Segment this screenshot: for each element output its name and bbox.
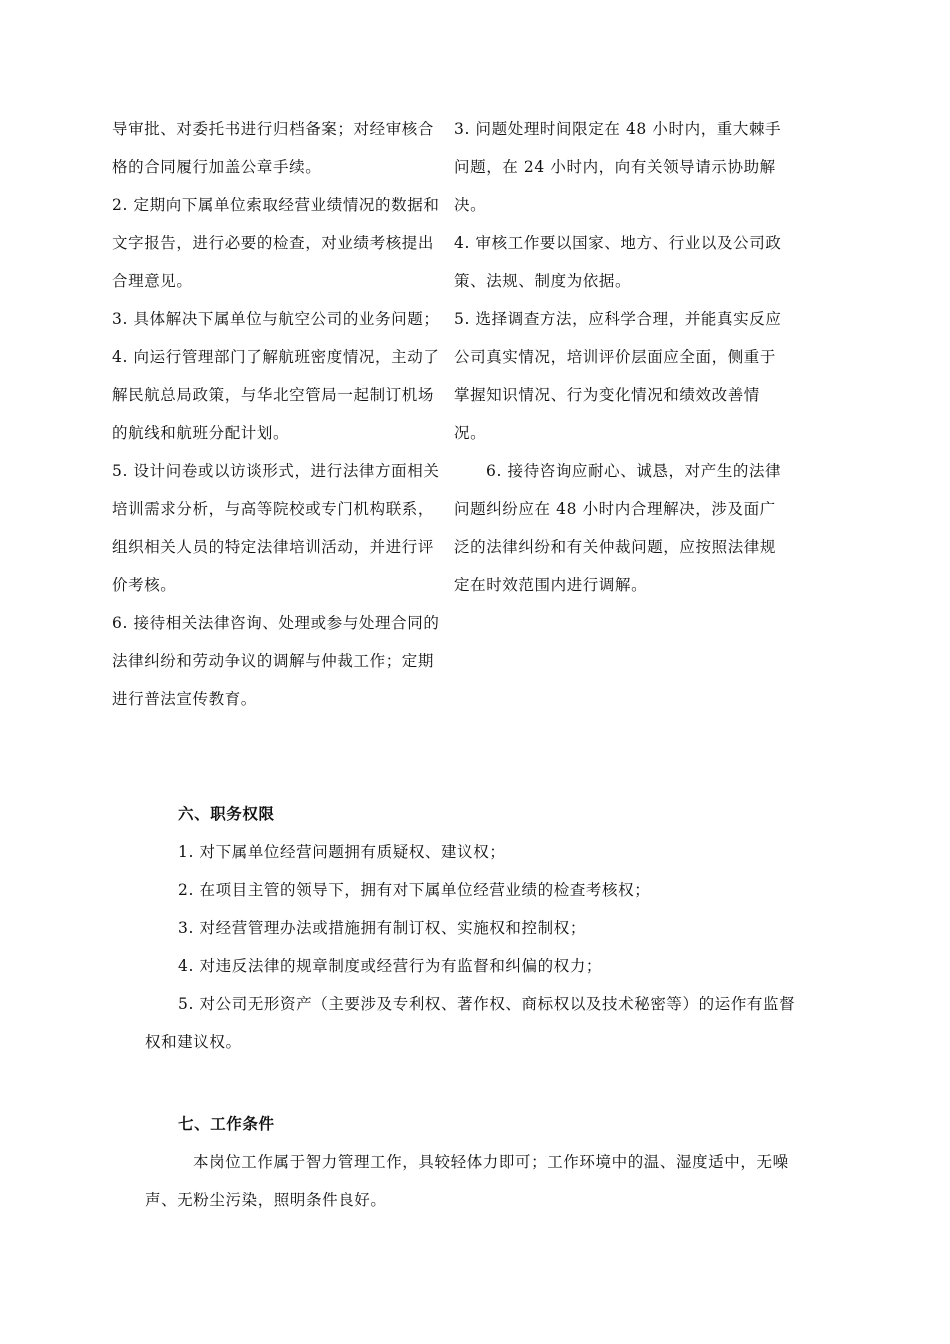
section7-body: 本岗位工作属于智力管理工作，具较轻体力即可；工作环境中的温、湿度适中，无噪声、无粉尘污染，照明条件良好。	[145, 1153, 789, 1209]
section6-item-4: 4. 对违反法律的规章制度或经营行为有监督和纠偏的权力；	[178, 957, 603, 975]
section-work-conditions	[145, 1105, 810, 1219]
right-paragraph-1: 4. 审核工作要以国家、地方、行业以及公司政策、法规、制度为依据。	[454, 234, 782, 290]
section-job-authority	[145, 795, 810, 1061]
right-paragraph-0: 3. 问题处理时间限定在 48 小时内，重大棘手问题，在 24 小时内，向有关领导请示协助解决。	[454, 120, 782, 214]
left-column	[112, 110, 442, 718]
left-paragraph-4: 5. 设计问卷或以访谈形式，进行法律方面相关培训需求分析，与高等院校或专门机构联系，组织相关人员的特定法律培训活动，并进行评价考核。	[112, 462, 440, 594]
section6-item-1: 1. 对下属单位经营问题拥有质疑权、建议权；	[178, 843, 506, 861]
section6-item-2: 2. 在项目主管的领导下，拥有对下属单位经营业绩的检查考核权；	[178, 881, 651, 899]
left-paragraph-5: 6. 接待相关法律咨询、处理或参与处理合同的法律纠纷和劳动争议的调解与仲裁工作；定期进行普法宣传教育。	[112, 614, 440, 708]
section6-item-3: 3. 对经营管理办法或措施拥有制订权、实施权和控制权；	[178, 919, 586, 937]
right-paragraph-2: 5. 选择调查方法，应科学合理，并能真实反应公司真实情况，培训评价层面应全面，侧重于掌握知识情况、行为变化情况和绩效改善情况。	[454, 310, 782, 442]
left-paragraph-1: 2. 定期向下属单位索取经营业绩情况的数据和文字报告，进行必要的检查，对业绩考核提出合理意见。	[112, 196, 440, 290]
left-paragraph-2: 3. 具体解决下属单位与航空公司的业务问题；	[112, 310, 440, 328]
left-paragraph-0: 导审批、对委托书进行归档备案；对经审核合格的合同履行加盖公章手续。	[112, 120, 435, 176]
right-column	[454, 110, 786, 604]
section6-item-5: 5. 对公司无形资产（主要涉及专利权、著作权、商标权以及技术秘密等）的运作有监督权和建议权。	[145, 995, 796, 1051]
left-paragraph-3: 4. 向运行管理部门了解航班密度情况，主动了解民航总局政策，与华北空管局一起制订机场的航线和航班分配计划。	[112, 348, 440, 442]
right-paragraph-3: 6. 接待咨询应耐心、诚恳，对产生的法律问题纠纷应在 48 小时内合理解决，涉及面广泛的法律纠纷和有关仲裁问题，应按照法律规定在时效范围内进行调解。	[454, 462, 782, 594]
section6-heading: 六、职务权限	[178, 805, 275, 823]
section7-heading: 七、工作条件	[178, 1115, 275, 1133]
